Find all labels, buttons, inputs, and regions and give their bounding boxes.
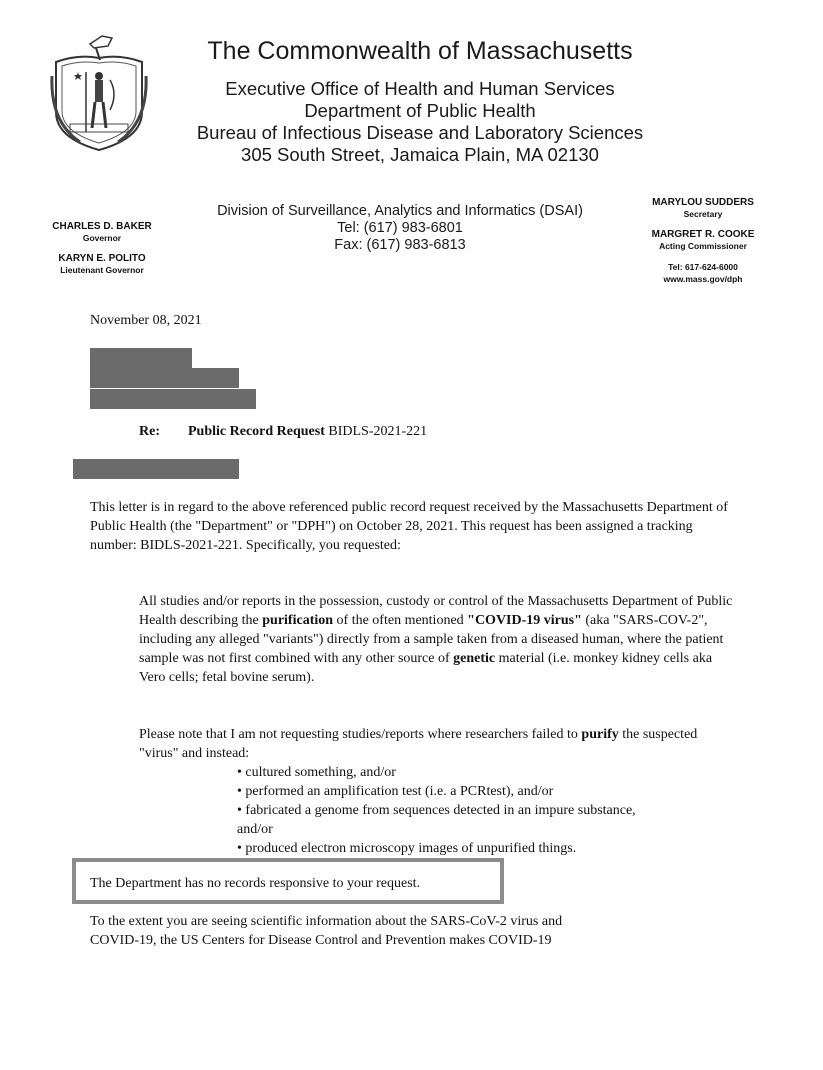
redacted-salutation xyxy=(73,459,239,479)
quoted-request xyxy=(139,592,739,687)
department-name: Department of Public Health xyxy=(304,100,536,121)
quote-text: (aka "SARS-COV-2", including any alleged "variants") directly from a sample taken from a diseased human, where the patient sample was not first combined with any other source of xyxy=(139,613,724,666)
re-label: Re: xyxy=(139,424,160,439)
quoted-note xyxy=(139,725,739,763)
redacted-recipient-city xyxy=(90,389,256,409)
re-subject: Public Record Request xyxy=(188,424,325,439)
intro-paragraph: This letter is in regard to the above referenced public record request received by the Massachusetts Department of Public Health (the "Department" or "DPH") on October 28, 2021. This request has been assigned a tracking number: BIDLS-2021-221. Specifically, you requested: xyxy=(90,500,728,553)
bureau-name: Bureau of Infectious Disease and Laboratory Sciences xyxy=(196,122,644,143)
closing-line: To the extent you are seeing scientific information about the SARS-CoV-2 virus and xyxy=(90,914,563,929)
commissioner-name: MARGRET R. COOKE xyxy=(651,229,755,240)
commissioner-title: Acting Commissioner xyxy=(659,241,747,251)
quote-bold-genetic: genetic xyxy=(453,651,496,666)
division-fax: Fax: (617) 983-6813 xyxy=(334,237,466,253)
division-tel: Tel: (617) 983-6801 xyxy=(337,220,463,236)
lt-governor-name: KARYN E. POLITO xyxy=(58,253,146,264)
request-number: BIDLS-2021-221 xyxy=(328,424,428,439)
list-item: • produced electron microscopy images of unpurified things. xyxy=(237,841,577,856)
redacted-recipient-name xyxy=(90,348,192,368)
quote-bold-purification: purification xyxy=(262,613,334,628)
secretary-title: Secretary xyxy=(683,209,723,219)
exclusion-list xyxy=(237,763,727,858)
quote-text: All studies and/or reports in the possession, custody or control of the Massachusetts Department of Public Health describing the xyxy=(139,594,733,628)
quote-text: of the often mentioned xyxy=(333,613,468,628)
commonwealth-title: The Commonwealth of Massachusetts xyxy=(207,37,633,65)
note-bold-purify: purify xyxy=(581,727,619,742)
massachusetts-seal-icon xyxy=(50,32,148,154)
letter-date: November 08, 2021 xyxy=(90,313,202,328)
redacted-recipient-street xyxy=(90,368,239,388)
department-address: 305 South Street, Jamaica Plain, MA 02130 xyxy=(241,144,599,165)
secretary-name: MARYLOU SUDDERS xyxy=(652,197,754,208)
left-officials xyxy=(38,221,166,276)
list-item: • performed an amplification test (i.e. a PCRtest), and/or xyxy=(237,784,554,799)
quote-bold-covid: "COVID-19 virus" xyxy=(467,613,582,628)
governor-title: Governor xyxy=(82,233,122,243)
list-item: • fabricated a genome from sequences detected in an impure substance, xyxy=(237,803,636,818)
list-item: and/or xyxy=(237,822,273,837)
list-item: • cultured something, and/or xyxy=(237,765,396,780)
answer-text: The Department has no records responsive to your request. xyxy=(90,876,421,891)
division-name: Division of Surveillance, Analytics and Informatics (DSAI) xyxy=(217,203,583,219)
quote-text: material (i.e. monkey kidney cells aka Vero cells; fetal bovine serum). xyxy=(139,651,713,685)
lt-governor-title: Lieutenant Governor xyxy=(60,265,144,275)
dph-telephone: Tel: 617-624-6000 xyxy=(668,262,738,272)
closing-paragraph xyxy=(90,912,730,950)
right-officials xyxy=(636,197,770,285)
dph-website: www.mass.gov/dph xyxy=(663,274,743,284)
note-text: Please note that I am not requesting studies/reports where researchers failed to xyxy=(139,727,582,742)
division-block xyxy=(180,203,620,254)
note-text: the suspected "virus" and instead: xyxy=(139,727,698,761)
re-line xyxy=(139,424,427,440)
executive-office: Executive Office of Health and Human Services xyxy=(225,78,615,99)
governor-name: CHARLES D. BAKER xyxy=(52,221,152,232)
closing-line: COVID-19, the US Centers for Disease Control and Prevention makes COVID-19 xyxy=(90,933,552,948)
